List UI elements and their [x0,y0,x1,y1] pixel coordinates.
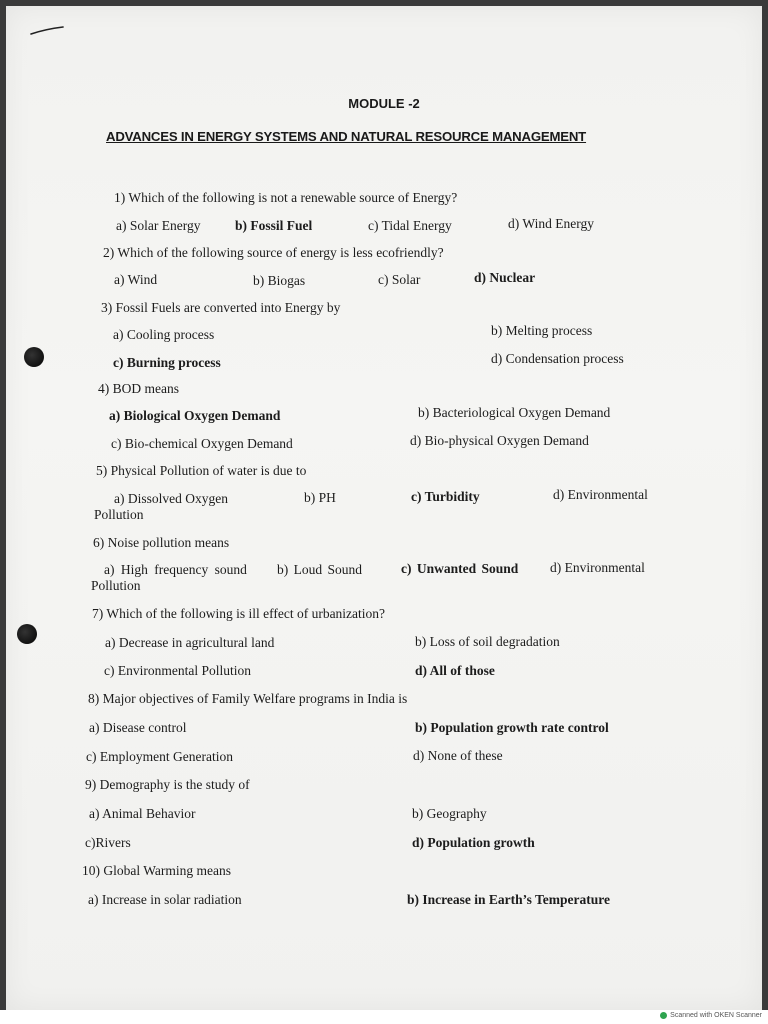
q6-option-b: b) Loud Sound [277,562,362,577]
punch-hole-bottom [17,624,37,644]
q9-option-d-answer: d) Population growth [412,835,535,850]
document-title: ADVANCES IN ENERGY SYSTEMS AND NATURAL RESOURCE MANAGEMENT [106,129,587,144]
q6-option-d-continuation: Pollution [91,578,141,593]
module-heading: MODULE -2 [348,96,420,111]
q5-option-a: a) Dissolved Oxygen [114,491,228,506]
q7-option-a: a) Decrease in agricultural land [105,635,275,650]
question-5: 5) Physical Pollution of water is due to [96,463,307,478]
question-8: 8) Major objectives of Family Welfare programs in India is [88,691,408,706]
question-2: 2) Which of the following source of energy is less ecofriendly? [103,245,444,260]
q3-option-b: b) Melting process [491,323,593,338]
q7-option-d-answer: d) All of those [415,663,495,678]
q9-option-b: b) Geography [412,806,487,821]
question-7: 7) Which of the following is ill effect of urbanization? [92,606,386,621]
q2-option-a: a) Wind [114,272,158,287]
scanner-logo-icon [660,1012,667,1019]
q5-option-d-continuation: Pollution [94,507,144,522]
q1-option-b-answer: b) Fossil Fuel [235,218,313,233]
q8-option-a: a) Disease control [89,720,187,735]
q3-option-d: d) Condensation process [491,351,624,366]
q1-option-d: d) Wind Energy [508,216,594,231]
q2-option-b: b) Biogas [253,273,306,288]
q10-option-a: a) Increase in solar radiation [88,892,242,907]
q2-option-d-answer: d) Nuclear [474,270,536,285]
q4-option-a-answer: a) Biological Oxygen Demand [109,408,281,423]
q1-option-a: a) Solar Energy [116,218,201,233]
punch-hole-top [24,347,44,367]
q8-option-b-answer: b) Population growth rate control [415,720,609,735]
q8-option-d: d) None of these [413,748,503,763]
q7-option-c: c) Environmental Pollution [104,663,251,678]
q9-option-c: c)Rivers [85,835,131,850]
question-6: 6) Noise pollution means [93,535,230,550]
q6-option-a: a) High frequency sound [104,562,247,577]
scanner-watermark [660,1012,762,1019]
q8-option-c: c) Employment Generation [86,749,233,764]
question-4: 4) BOD means [98,381,179,396]
question-10: 10) Global Warming means [82,863,232,878]
scanner-footer-strip [0,1010,768,1024]
q2-option-c: c) Solar [378,272,421,287]
q5-option-d: d) Environmental [553,487,648,502]
q3-option-a: a) Cooling process [113,327,215,342]
q5-option-b: b) PH [304,490,336,505]
question-1: 1) Which of the following is not a renewable source of Energy? [114,190,458,205]
q6-option-c-answer: c) Unwanted Sound [401,561,519,576]
question-3: 3) Fossil Fuels are converted into Energy by [101,300,341,315]
pen-stroke-mark [30,26,64,36]
q4-option-c: c) Bio-chemical Oxygen Demand [111,436,293,451]
question-9: 9) Demography is the study of [85,777,250,792]
q10-option-b-answer: b) Increase in Earth’s Temperature [407,892,610,907]
q3-option-c-answer: c) Burning process [113,355,221,370]
q7-option-b: b) Loss of soil degradation [415,634,560,649]
q4-option-b: b) Bacteriological Oxygen Demand [418,405,611,420]
q5-option-c-answer: c) Turbidity [411,489,480,504]
q1-option-c: c) Tidal Energy [368,218,452,233]
q4-option-d: d) Bio-physical Oxygen Demand [410,433,589,448]
q9-option-a: a) Animal Behavior [89,806,196,821]
scanner-label: Scanned with OKEN Scanner [670,1012,762,1019]
q6-option-d: d) Environmental [550,560,645,575]
